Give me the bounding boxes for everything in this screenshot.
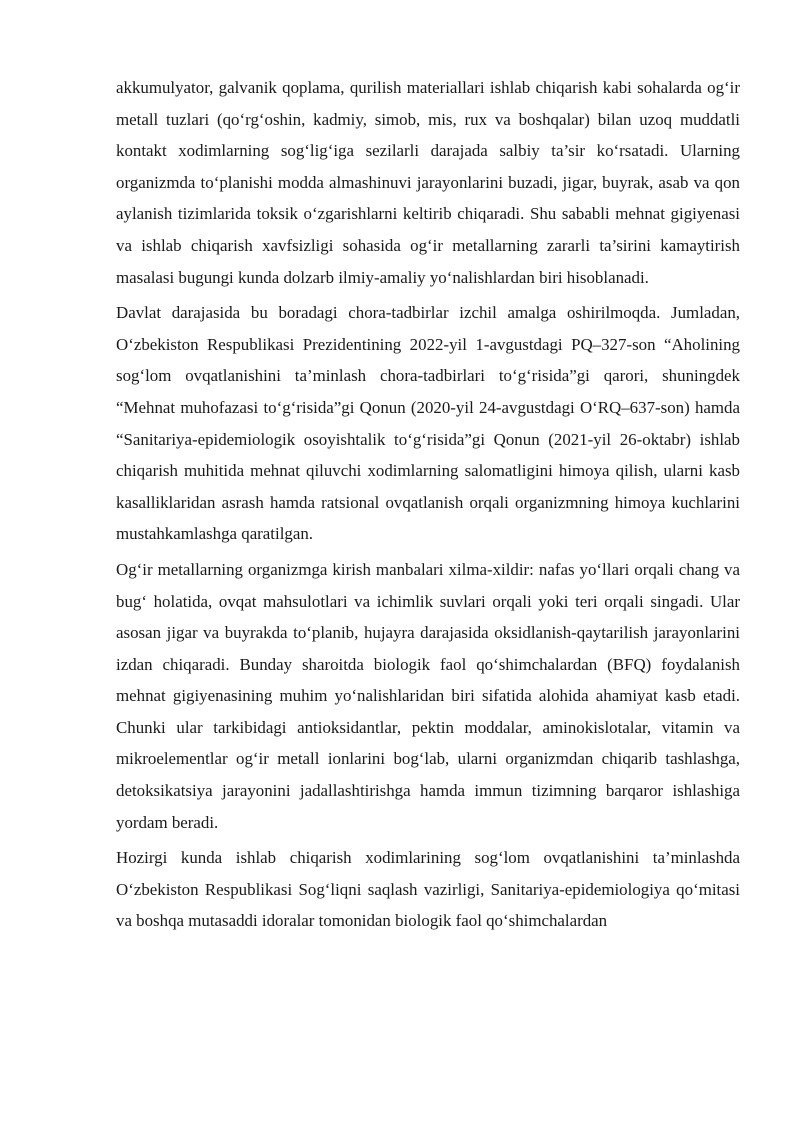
paragraph-1: akkumulyator, galvanik qoplama, qurilish materiallari ishlab chiqarish kabi sohalarda og‘ir metall tuzlari (qo‘rg‘oshin, kadmiy, simob, mis, rux va boshqalar) bilan uzoq muddatli kontakt xodimlarning sog‘lig‘iga sezilarli darajada salbiy ta’sir ko‘rsatadi. Ularning organizmda to‘planishi modda almashinuvi jarayonlarini buzadi, jigar, buyrak, asab va qon aylanish tizimlarida toksik o‘zgarishlarni keltirib chiqaradi. Shu sababli mehnat gigiyenasi va ishlab chiqarish xavfsizligi sohasida og‘ir metallarning zararli ta’sirini kamaytirish masalasi bugungi kunda dolzarb ilmiy-amaliy yo‘nalishlardan biri hisoblanadi. [116,78,740,287]
document-body [116,72,740,941]
paragraph-3: Og‘ir metallarning organizmga kirish manbalari xilma-xildir: nafas yo‘llari orqali chang va bug‘ holatida, ovqat mahsulotlari va ichimlik suvlari orqali yoki teri orqali singadi. Ular asosan jigar va buyrakda to‘planib, hujayra darajasida oksidlanish-qaytarilish jarayonlarini izdan chiqaradi. Bunday sharoitda biologik faol qo‘shimchalardan (BFQ) foydalanish mehnat gigiyenasining muhim yo‘nalishlaridan biri sifatida alohida ahamiyat kasb etadi. Chunki ular tarkibidagi antioksidantlar, pektin moddalar, aminokislotalar, vitamin va mikroelementlar og‘ir metall ionlarini bog‘lab, ularni organizmdan chiqarib tashlashga, detoksikatsiya jarayonini jadallashtirishga hamda immun tizimning barqaror ishlashiga yordam beradi. [116,559,740,832]
paragraph-2: Davlat darajasida bu boradagi chora-tadbirlar izchil amalga oshirilmoqda. Jumladan, O‘zbekiston Respublikasi Prezidentining 2022-yil 1-avgustdagi PQ–327-son “Aholining sog‘lom ovqatlanishini ta’minlash chora-tadbirlari to‘g‘risida”gi qarori, shuningdek “Mehnat muhofazasi to‘g‘risida”gi Qonun (2020-yil 24-avgustdagi O‘RQ–637-son) hamda “Sanitariya-epidemiologik osoyishtalik to‘g‘risida”gi Qonun (2021-yil 26-oktabr) ishlab chiqarish muhitida mehnat qiluvchi xodimlarning salomatligini himoya qilish, ularni kasb kasalliklaridan asrash hamda ratsional ovqatlanish orqali organizmning himoya kuchlarini mustahkamlashga qaratilgan. [116,303,740,544]
paragraph-4: Hozirgi kunda ishlab chiqarish xodimlarining sog‘lom ovqatlanishini ta’minlashda O‘zbekiston Respublikasi Sog‘liqni saqlash vazirligi, Sanitariya-epidemiologiya qo‘mitasi va boshqa mutasaddi idoralar tomonidan biologik faol qo‘shimchalardan [116,848,740,931]
